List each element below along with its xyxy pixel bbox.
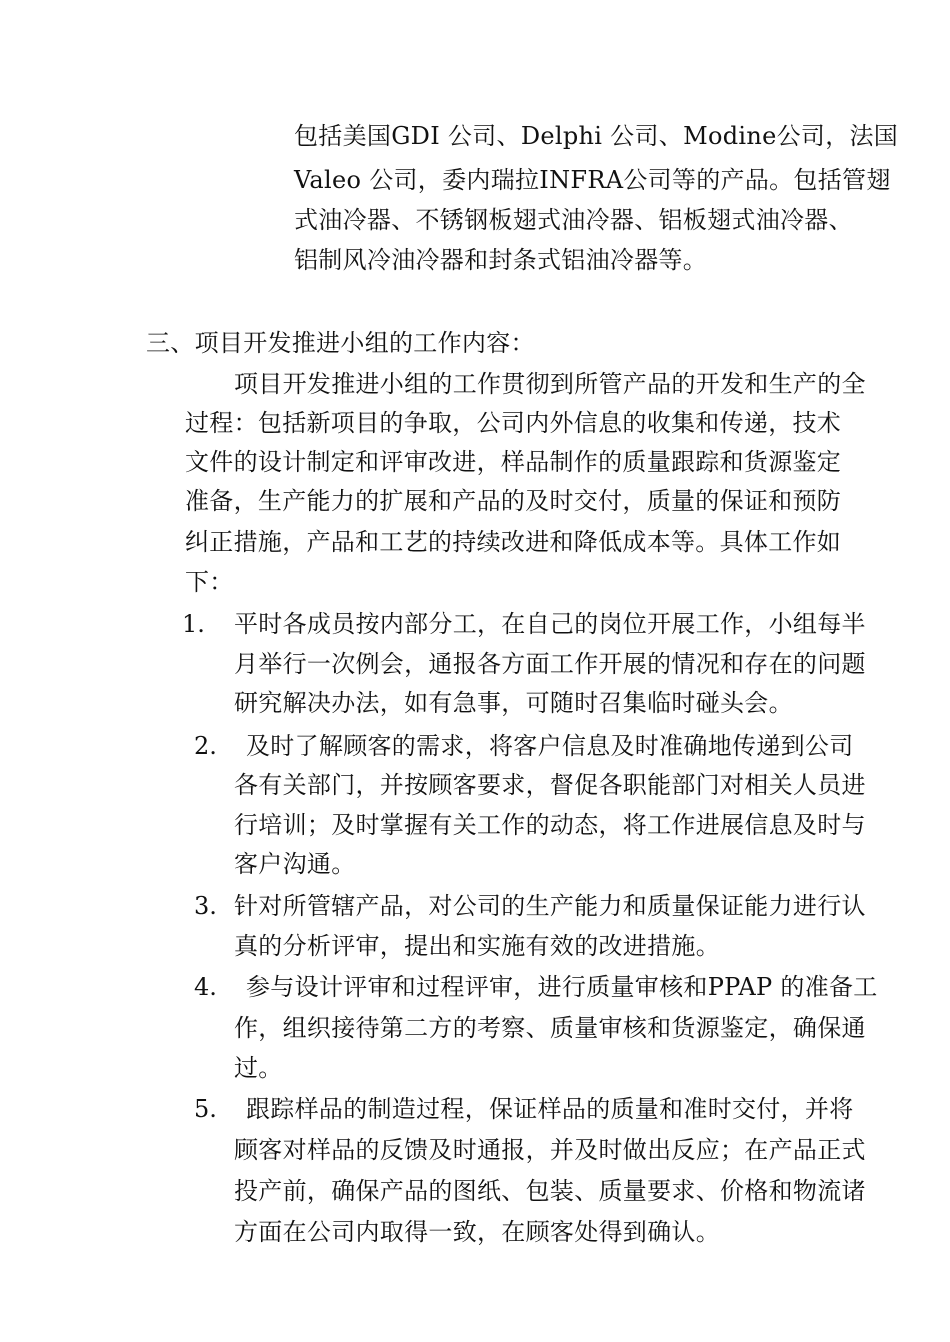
- list-item-line: 过。: [234, 1054, 283, 1082]
- list-item-line: 及时了解顾客的需求，将客户信息及时准确地传递到公司: [246, 732, 854, 760]
- list-item-line: 投产前，确保产品的图纸、包装、质量要求、价格和物流诸: [234, 1177, 866, 1205]
- paragraph-line: 准备，生产能力的扩展和产品的及时交付，质量的保证和预防: [185, 487, 842, 515]
- intro-line: 包括美国GDI 公司、Delphi 公司、Modine公司，法国: [294, 122, 899, 150]
- intro-line: Valeo 公司，委内瑞拉INFRA公司等的产品。包括管翅: [294, 166, 891, 194]
- list-item-number: 1.: [182, 610, 205, 638]
- list-item-line: 跟踪样品的制造过程，保证样品的质量和准时交付，并将: [246, 1095, 854, 1123]
- list-item-line: 研究解决办法，如有急事，可随时召集临时碰头会。: [234, 689, 793, 717]
- list-item-line: 作，组织接待第二方的考察、质量审核和货源鉴定，确保通: [234, 1014, 866, 1042]
- intro-line: 铝制风冷油冷器和封条式铝油冷器等。: [294, 246, 708, 274]
- list-item-line: 月举行一次例会，通报各方面工作开展的情况和存在的问题: [234, 650, 866, 678]
- list-item-number: 2.: [194, 732, 217, 760]
- list-item-line: 顾客对样品的反馈及时通报，并及时做出反应；在产品正式: [234, 1136, 866, 1164]
- list-item-number: 3.: [194, 892, 217, 920]
- list-item-line: 平时各成员按内部分工，在自己的岗位开展工作，小组每半: [234, 610, 866, 638]
- list-item-line: 参与设计评审和过程评审，进行质量审核和PPAP 的准备工: [246, 973, 878, 1001]
- section-heading: 三、项目开发推进小组的工作内容：: [146, 329, 535, 357]
- paragraph-line: 项目开发推进小组的工作贯彻到所管产品的开发和生产的全: [234, 370, 866, 398]
- list-item-line: 方面在公司内取得一致，在顾客处得到确认。: [234, 1218, 720, 1246]
- list-item-number: 4.: [194, 973, 217, 1001]
- list-item-line: 客户沟通。: [234, 850, 356, 878]
- list-item-line: 各有关部门，并按顾客要求，督促各职能部门对相关人员进: [234, 771, 866, 799]
- paragraph-line: 下：: [185, 568, 234, 596]
- list-item-number: 5.: [194, 1095, 217, 1123]
- intro-line: 式油冷器、不锈钢板翅式油冷器、铝板翅式油冷器、: [294, 206, 853, 234]
- list-item-line: 行培训；及时掌握有关工作的动态，将工作进展信息及时与: [234, 811, 866, 839]
- list-item-line: 针对所管辖产品，对公司的生产能力和质量保证能力进行认: [234, 892, 866, 920]
- paragraph-line: 纠正措施，产品和工艺的持续改进和降低成本等。具体工作如: [185, 528, 842, 556]
- list-item-line: 真的分析评审，提出和实施有效的改进措施。: [234, 932, 720, 960]
- paragraph-line: 过程：包括新项目的争取，公司内外信息的收集和传递，技术: [185, 409, 842, 437]
- paragraph-line: 文件的设计制定和评审改进，样品制作的质量跟踪和货源鉴定: [185, 448, 842, 476]
